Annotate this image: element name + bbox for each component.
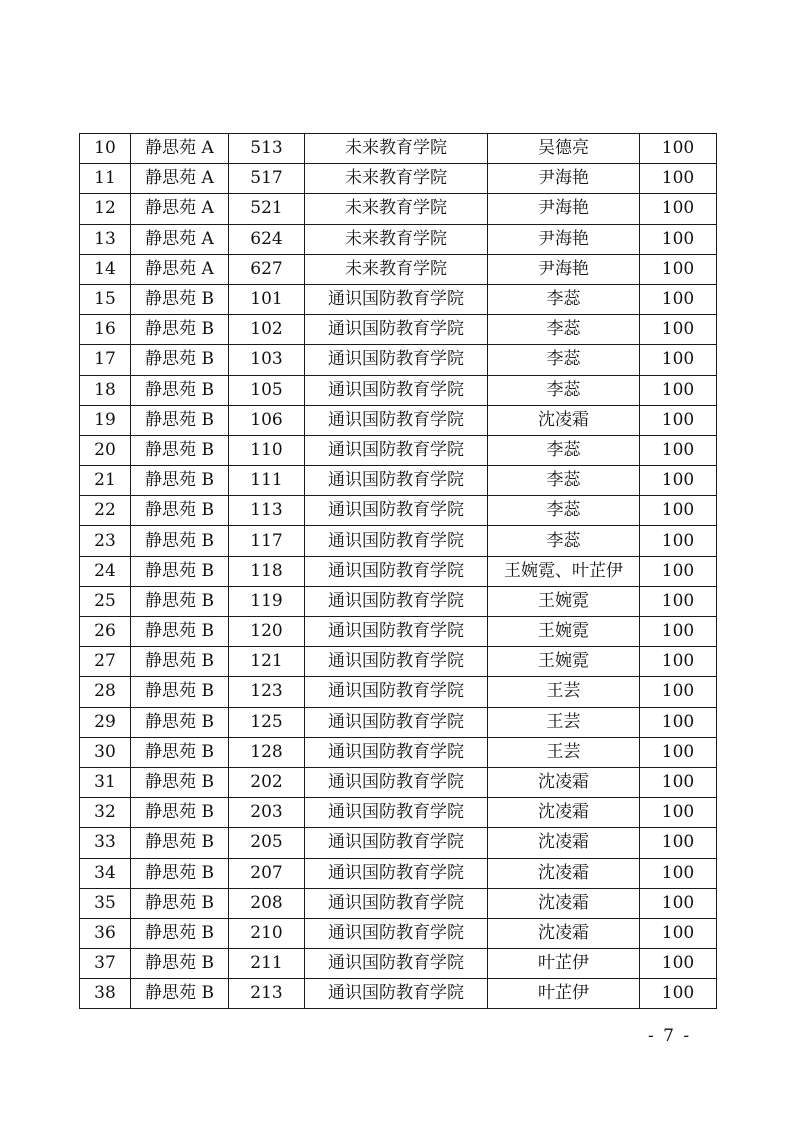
responsible-person-cell: 叶芷伊 [488,979,640,1009]
college-cell: 通识国防教育学院 [305,315,488,345]
score-cell: 100 [640,375,717,405]
college-cell: 通识国防教育学院 [305,647,488,677]
table-row [80,526,717,556]
table-row [80,466,717,496]
building-cell: 静思苑 B [131,918,229,948]
room-number-cell: 205 [229,828,305,858]
table-row [80,798,717,828]
row-number-cell: 35 [80,888,131,918]
room-number-cell: 203 [229,798,305,828]
responsible-person-cell: 李蕊 [488,375,640,405]
responsible-person-cell: 沈凌霜 [488,918,640,948]
college-cell: 未来教育学院 [305,134,488,164]
score-cell: 100 [640,315,717,345]
score-cell: 100 [640,737,717,767]
table-row [80,254,717,284]
room-number-cell: 123 [229,677,305,707]
score-cell: 100 [640,435,717,465]
college-cell: 通识国防教育学院 [305,526,488,556]
responsible-person-cell: 李蕊 [488,284,640,314]
row-number-cell: 18 [80,375,131,405]
building-cell: 静思苑 B [131,435,229,465]
row-number-cell: 23 [80,526,131,556]
table-row [80,315,717,345]
table-row [80,496,717,526]
row-number-cell: 25 [80,586,131,616]
table-row [80,767,717,797]
responsible-person-cell: 王婉霓 [488,586,640,616]
score-cell: 100 [640,918,717,948]
row-number-cell: 24 [80,556,131,586]
row-number-cell: 19 [80,405,131,435]
score-cell: 100 [640,949,717,979]
building-cell: 静思苑 A [131,224,229,254]
score-cell: 100 [640,224,717,254]
score-cell: 100 [640,164,717,194]
row-number-cell: 11 [80,164,131,194]
room-number-cell: 627 [229,254,305,284]
row-number-cell: 29 [80,707,131,737]
score-cell: 100 [640,254,717,284]
building-cell: 静思苑 B [131,466,229,496]
room-number-cell: 111 [229,466,305,496]
score-cell: 100 [640,888,717,918]
table-row [80,134,717,164]
score-cell: 100 [640,405,717,435]
row-number-cell: 15 [80,284,131,314]
table-row [80,284,717,314]
score-cell: 100 [640,767,717,797]
table-row [80,617,717,647]
responsible-person-cell: 沈凌霜 [488,828,640,858]
row-number-cell: 36 [80,918,131,948]
table-row [80,164,717,194]
score-cell: 100 [640,345,717,375]
score-cell: 100 [640,284,717,314]
room-number-cell: 118 [229,556,305,586]
responsible-person-cell: 沈凌霜 [488,405,640,435]
college-cell: 通识国防教育学院 [305,586,488,616]
row-number-cell: 13 [80,224,131,254]
table-row [80,556,717,586]
college-cell: 通识国防教育学院 [305,556,488,586]
college-cell: 通识国防教育学院 [305,435,488,465]
row-number-cell: 16 [80,315,131,345]
college-cell: 通识国防教育学院 [305,737,488,767]
building-cell: 静思苑 A [131,254,229,284]
college-cell: 通识国防教育学院 [305,405,488,435]
room-number-cell: 208 [229,888,305,918]
score-cell: 100 [640,466,717,496]
room-number-cell: 120 [229,617,305,647]
responsible-person-cell: 吴德亮 [488,134,640,164]
table-row [80,586,717,616]
building-cell: 静思苑 B [131,979,229,1009]
college-cell: 通识国防教育学院 [305,828,488,858]
table-row [80,858,717,888]
responsible-person-cell: 李蕊 [488,435,640,465]
responsible-person-cell: 沈凌霜 [488,888,640,918]
building-cell: 静思苑 B [131,315,229,345]
table-row [80,828,717,858]
building-cell: 静思苑 B [131,707,229,737]
score-cell: 100 [640,556,717,586]
room-number-cell: 101 [229,284,305,314]
score-cell: 100 [640,798,717,828]
room-number-cell: 102 [229,315,305,345]
table-row [80,647,717,677]
score-cell: 100 [640,617,717,647]
row-number-cell: 37 [80,949,131,979]
room-number-cell: 105 [229,375,305,405]
college-cell: 通识国防教育学院 [305,979,488,1009]
row-number-cell: 20 [80,435,131,465]
table-row [80,888,717,918]
college-cell: 未来教育学院 [305,194,488,224]
room-number-cell: 113 [229,496,305,526]
row-number-cell: 33 [80,828,131,858]
table-row [80,405,717,435]
score-cell: 100 [640,134,717,164]
room-number-cell: 211 [229,949,305,979]
responsible-person-cell: 沈凌霜 [488,858,640,888]
building-cell: 静思苑 B [131,767,229,797]
row-number-cell: 30 [80,737,131,767]
row-number-cell: 21 [80,466,131,496]
table-row [80,737,717,767]
table-row [80,435,717,465]
responsible-person-cell: 李蕊 [488,496,640,526]
room-number-cell: 624 [229,224,305,254]
college-cell: 通识国防教育学院 [305,767,488,797]
responsible-person-cell: 尹海艳 [488,224,640,254]
responsible-person-cell: 王婉霓、叶芷伊 [488,556,640,586]
table-row [80,677,717,707]
page-number: - 7 - [648,1026,692,1046]
row-number-cell: 17 [80,345,131,375]
college-cell: 通识国防教育学院 [305,677,488,707]
row-number-cell: 26 [80,617,131,647]
responsible-person-cell: 李蕊 [488,315,640,345]
responsible-person-cell: 李蕊 [488,526,640,556]
room-number-cell: 106 [229,405,305,435]
table-row [80,979,717,1009]
building-cell: 静思苑 B [131,858,229,888]
room-number-cell: 110 [229,435,305,465]
responsible-person-cell: 王婉霓 [488,617,640,647]
table-row [80,707,717,737]
score-cell: 100 [640,586,717,616]
inspection-table [79,133,717,1009]
responsible-person-cell: 尹海艳 [488,164,640,194]
row-number-cell: 34 [80,858,131,888]
college-cell: 通识国防教育学院 [305,496,488,526]
row-number-cell: 22 [80,496,131,526]
responsible-person-cell: 沈凌霜 [488,767,640,797]
college-cell: 通识国防教育学院 [305,949,488,979]
responsible-person-cell: 王芸 [488,677,640,707]
college-cell: 通识国防教育学院 [305,617,488,647]
responsible-person-cell: 王芸 [488,737,640,767]
college-cell: 通识国防教育学院 [305,466,488,496]
room-number-cell: 513 [229,134,305,164]
table-row [80,918,717,948]
building-cell: 静思苑 B [131,828,229,858]
room-number-cell: 207 [229,858,305,888]
table-row [80,375,717,405]
responsible-person-cell: 王芸 [488,707,640,737]
college-cell: 未来教育学院 [305,224,488,254]
college-cell: 通识国防教育学院 [305,918,488,948]
score-cell: 100 [640,647,717,677]
room-number-cell: 103 [229,345,305,375]
building-cell: 静思苑 B [131,798,229,828]
room-number-cell: 521 [229,194,305,224]
table-row [80,194,717,224]
responsible-person-cell: 尹海艳 [488,194,640,224]
college-cell: 通识国防教育学院 [305,707,488,737]
table-row [80,949,717,979]
row-number-cell: 27 [80,647,131,677]
room-number-cell: 210 [229,918,305,948]
room-number-cell: 202 [229,767,305,797]
row-number-cell: 38 [80,979,131,1009]
college-cell: 通识国防教育学院 [305,375,488,405]
room-number-cell: 119 [229,586,305,616]
table-row [80,345,717,375]
responsible-person-cell: 尹海艳 [488,254,640,284]
building-cell: 静思苑 B [131,737,229,767]
building-cell: 静思苑 B [131,375,229,405]
score-cell: 100 [640,828,717,858]
building-cell: 静思苑 A [131,134,229,164]
college-cell: 未来教育学院 [305,254,488,284]
building-cell: 静思苑 B [131,949,229,979]
college-cell: 通识国防教育学院 [305,798,488,828]
table-row [80,224,717,254]
college-cell: 未来教育学院 [305,164,488,194]
building-cell: 静思苑 B [131,586,229,616]
score-cell: 100 [640,677,717,707]
score-cell: 100 [640,858,717,888]
building-cell: 静思苑 B [131,345,229,375]
building-cell: 静思苑 B [131,496,229,526]
college-cell: 通识国防教育学院 [305,858,488,888]
row-number-cell: 14 [80,254,131,284]
score-cell: 100 [640,979,717,1009]
row-number-cell: 28 [80,677,131,707]
building-cell: 静思苑 B [131,677,229,707]
row-number-cell: 10 [80,134,131,164]
responsible-person-cell: 叶芷伊 [488,949,640,979]
row-number-cell: 12 [80,194,131,224]
row-number-cell: 32 [80,798,131,828]
responsible-person-cell: 沈凌霜 [488,798,640,828]
responsible-person-cell: 李蕊 [488,345,640,375]
building-cell: 静思苑 A [131,164,229,194]
building-cell: 静思苑 B [131,284,229,314]
college-cell: 通识国防教育学院 [305,888,488,918]
college-cell: 通识国防教育学院 [305,345,488,375]
responsible-person-cell: 李蕊 [488,466,640,496]
building-cell: 静思苑 B [131,405,229,435]
building-cell: 静思苑 A [131,194,229,224]
room-number-cell: 117 [229,526,305,556]
score-cell: 100 [640,194,717,224]
building-cell: 静思苑 B [131,556,229,586]
college-cell: 通识国防教育学院 [305,284,488,314]
room-number-cell: 213 [229,979,305,1009]
room-number-cell: 128 [229,737,305,767]
score-cell: 100 [640,707,717,737]
building-cell: 静思苑 B [131,526,229,556]
room-number-cell: 121 [229,647,305,677]
room-number-cell: 517 [229,164,305,194]
responsible-person-cell: 王婉霓 [488,647,640,677]
score-cell: 100 [640,526,717,556]
row-number-cell: 31 [80,767,131,797]
building-cell: 静思苑 B [131,617,229,647]
building-cell: 静思苑 B [131,647,229,677]
table-body [80,134,717,1009]
score-cell: 100 [640,496,717,526]
room-number-cell: 125 [229,707,305,737]
building-cell: 静思苑 B [131,888,229,918]
